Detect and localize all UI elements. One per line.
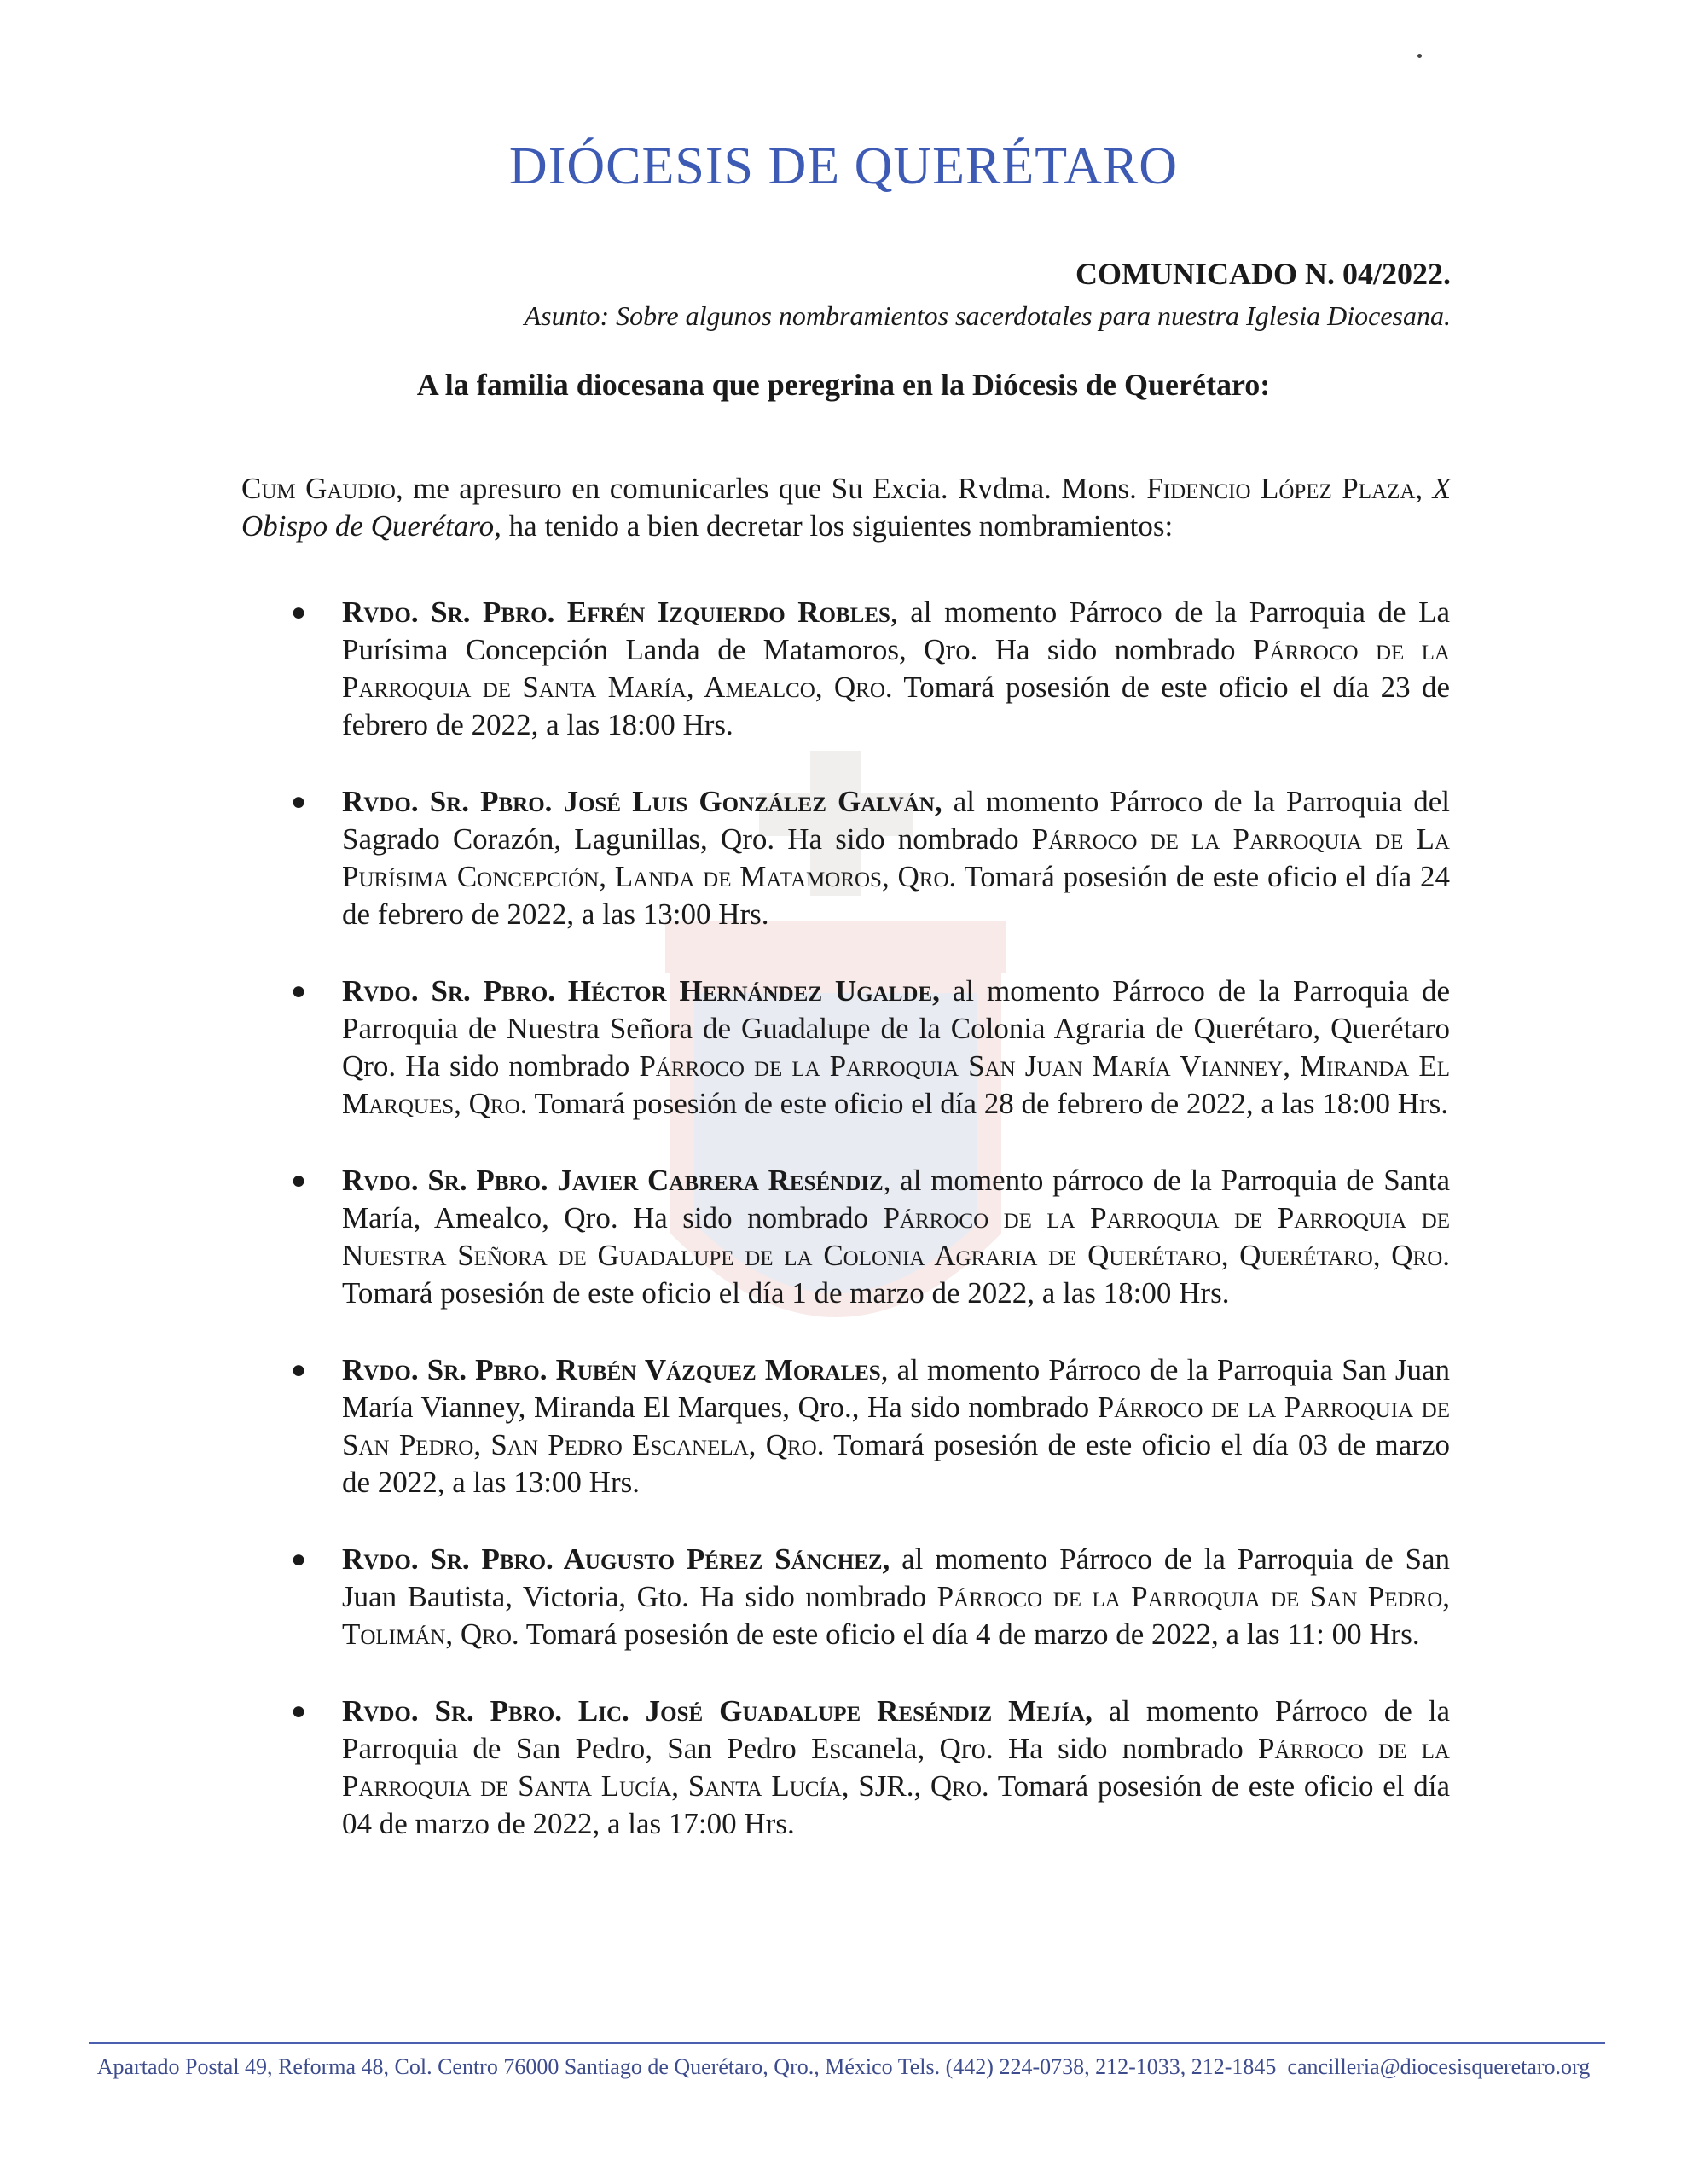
intro-text-3: , ha tenido a bien decretar los siguientes nombramientos: — [494, 509, 1174, 543]
footer-contact — [0, 2054, 1687, 2080]
possession-date: . Tomará posesión de este oficio el día 28 de febrero de 2022, a las 18:00 Hrs. — [519, 1087, 1449, 1120]
priest-name: Rvdo. Sr. Pbro. Javier Cabrera Reséndiz — [342, 1164, 884, 1197]
current-post: , al momento Párroco de la Parroquia San Juan María Vianney, Miranda El Marques, Qro., Ha sido nombrado — [342, 1353, 1450, 1424]
bishop-name: Fidencio López Plaza — [1146, 472, 1416, 505]
bullet: ● — [291, 598, 307, 626]
appointment-item — [291, 783, 1451, 933]
footer-address: Apartado Postal 49, Reforma 48, Col. Centro 76000 Santiago de Querétaro, Qro., México Tels. (442) 224-0738, 212-1033, 212-1845 — [96, 2054, 1277, 2079]
footer-divider — [89, 2042, 1605, 2044]
bullet: ● — [291, 1545, 307, 1573]
diocese-title: DIÓCESIS DE QUERÉTARO — [508, 137, 1179, 195]
possession-date: . Tomará posesión de este oficio el día 24 de febrero de 2022, a las 13:00 Hrs. — [342, 860, 1451, 931]
footer-email[interactable]: cancilleria@diocesisqueretaro.org — [1287, 2054, 1591, 2079]
scan-speck — [1417, 54, 1422, 58]
priest-name: Rvdo. Sr. Pbro. Rubén Vázquez Morales — [342, 1353, 881, 1386]
priest-name: Rvdo. Sr. Pbro. Efrén Izquierdo Robles — [342, 595, 890, 629]
bullet: ● — [291, 1697, 307, 1725]
priest-name: Rvdo. Sr. Pbro. Héctor Hernández Ugalde, — [342, 974, 940, 1008]
current-post: , al momento Párroco de la Parroquia de La Purísima Concepción Landa de Matamoros, Qro. Ha sido nombrado — [342, 595, 1450, 666]
new-appointment: Párroco de la Parroquia de La Purísima Concepción, Landa de Matamoros, Qro — [342, 822, 1450, 893]
bullet: ● — [291, 1166, 307, 1194]
bishop-title: X Obispo de Querétaro — [241, 472, 1451, 543]
appointment-item — [291, 1541, 1450, 1653]
intro-paragraph — [241, 470, 1451, 545]
appointment-item — [291, 973, 1451, 1123]
appointment-item — [291, 1693, 1450, 1843]
appointments-list — [290, 594, 1450, 1882]
new-appointment: Párroco de la Parroquia de San Pedro, San Pedro Escanela, Qro — [342, 1391, 1450, 1461]
bullet: ● — [291, 787, 307, 816]
current-post: al momento Párroco de la Parroquia de San Juan Bautista, Victoria, Gto. Ha sido nombrado — [342, 1542, 1450, 1613]
new-appointment: Párroco de la Parroquia de Parroquia de Nuestra Señora de Guadalupe de la Colonia Agraria de Querétaro, Querétaro, Qro — [342, 1201, 1450, 1272]
intro-text-1: , me apresuro en comunicarles que Su Excia. Rvdma. Mons. — [395, 472, 1147, 505]
new-appointment: Párroco de la Parroquia de San Pedro, Tolimán, Qro — [342, 1580, 1450, 1651]
priest-name: Rvdo. Sr. Pbro. Augusto Pérez Sánchez, — [342, 1542, 890, 1576]
possession-date: . Tomará posesión de este oficio el día 03 de marzo de 2022, a las 13:00 Hrs. — [342, 1428, 1450, 1499]
priest-name: Rvdo. Sr. Pbro. José Luis González Galván, — [342, 785, 942, 818]
intro-lead: Cum Gaudio — [241, 472, 396, 505]
communique-subject: Asunto: Sobre algunos nombramientos sacerdotales para nuestra Iglesia Diocesana. — [524, 300, 1451, 331]
current-post: al momento Párroco de la Parroquia del Sagrado Corazón, Lagunillas, Qro. Ha sido nombrado — [342, 785, 1450, 856]
appointment-item — [291, 1351, 1450, 1502]
current-post: al momento Párroco de la Parroquia de San Pedro, San Pedro Escanela, Qro. Ha sido nombrado — [342, 1694, 1450, 1765]
priest-name: Rvdo. Sr. Pbro. Lic. José Guadalupe Reséndiz Mejía, — [342, 1694, 1093, 1728]
appointment-item — [291, 1162, 1450, 1312]
communique-number: COMUNICADO N. 04/2022. — [1075, 257, 1451, 291]
bullet: ● — [291, 977, 307, 1005]
salutation: A la familia diocesana que peregrina en la Diócesis de Querétaro: — [416, 368, 1271, 402]
possession-date: . Tomará posesión de este oficio el día 04 de marzo de 2022, a las 17:00 Hrs. — [342, 1769, 1450, 1840]
possession-date: . Tomará posesión de este oficio el día 4 de marzo de 2022, a las 11: 00 Hrs. — [511, 1618, 1420, 1651]
current-post: , al momento párroco de la Parroquia de Santa María, Amealco, Qro. Ha sido nombrado — [342, 1164, 1450, 1234]
new-appointment: Párroco de la Parroquia de Santa María, Amealco, Qro — [342, 633, 1450, 704]
new-appointment: Párroco de la Parroquia de Santa Lucía, Santa Lucía, SJR., Qro — [342, 1732, 1450, 1803]
intro-text-2: , — [1415, 472, 1433, 505]
new-appointment: Párroco de la Parroquia San Juan María Vianney, Miranda El Marques, Qro — [342, 1049, 1450, 1120]
possession-date: . Tomará posesión de este oficio el día 1 de marzo de 2022, a las 18:00 Hrs. — [342, 1239, 1450, 1310]
appointment-item — [291, 594, 1450, 744]
current-post: al momento Párroco de la Parroquia de Parroquia de Nuestra Señora de Guadalupe de la Colonia Agraria de Querétaro, Querétaro Qro. Ha sido nombrado — [342, 974, 1451, 1083]
possession-date: . Tomará posesión de este oficio el día 23 de febrero de 2022, a las 18:00 Hrs. — [342, 671, 1450, 741]
bullet: ● — [291, 1356, 307, 1384]
